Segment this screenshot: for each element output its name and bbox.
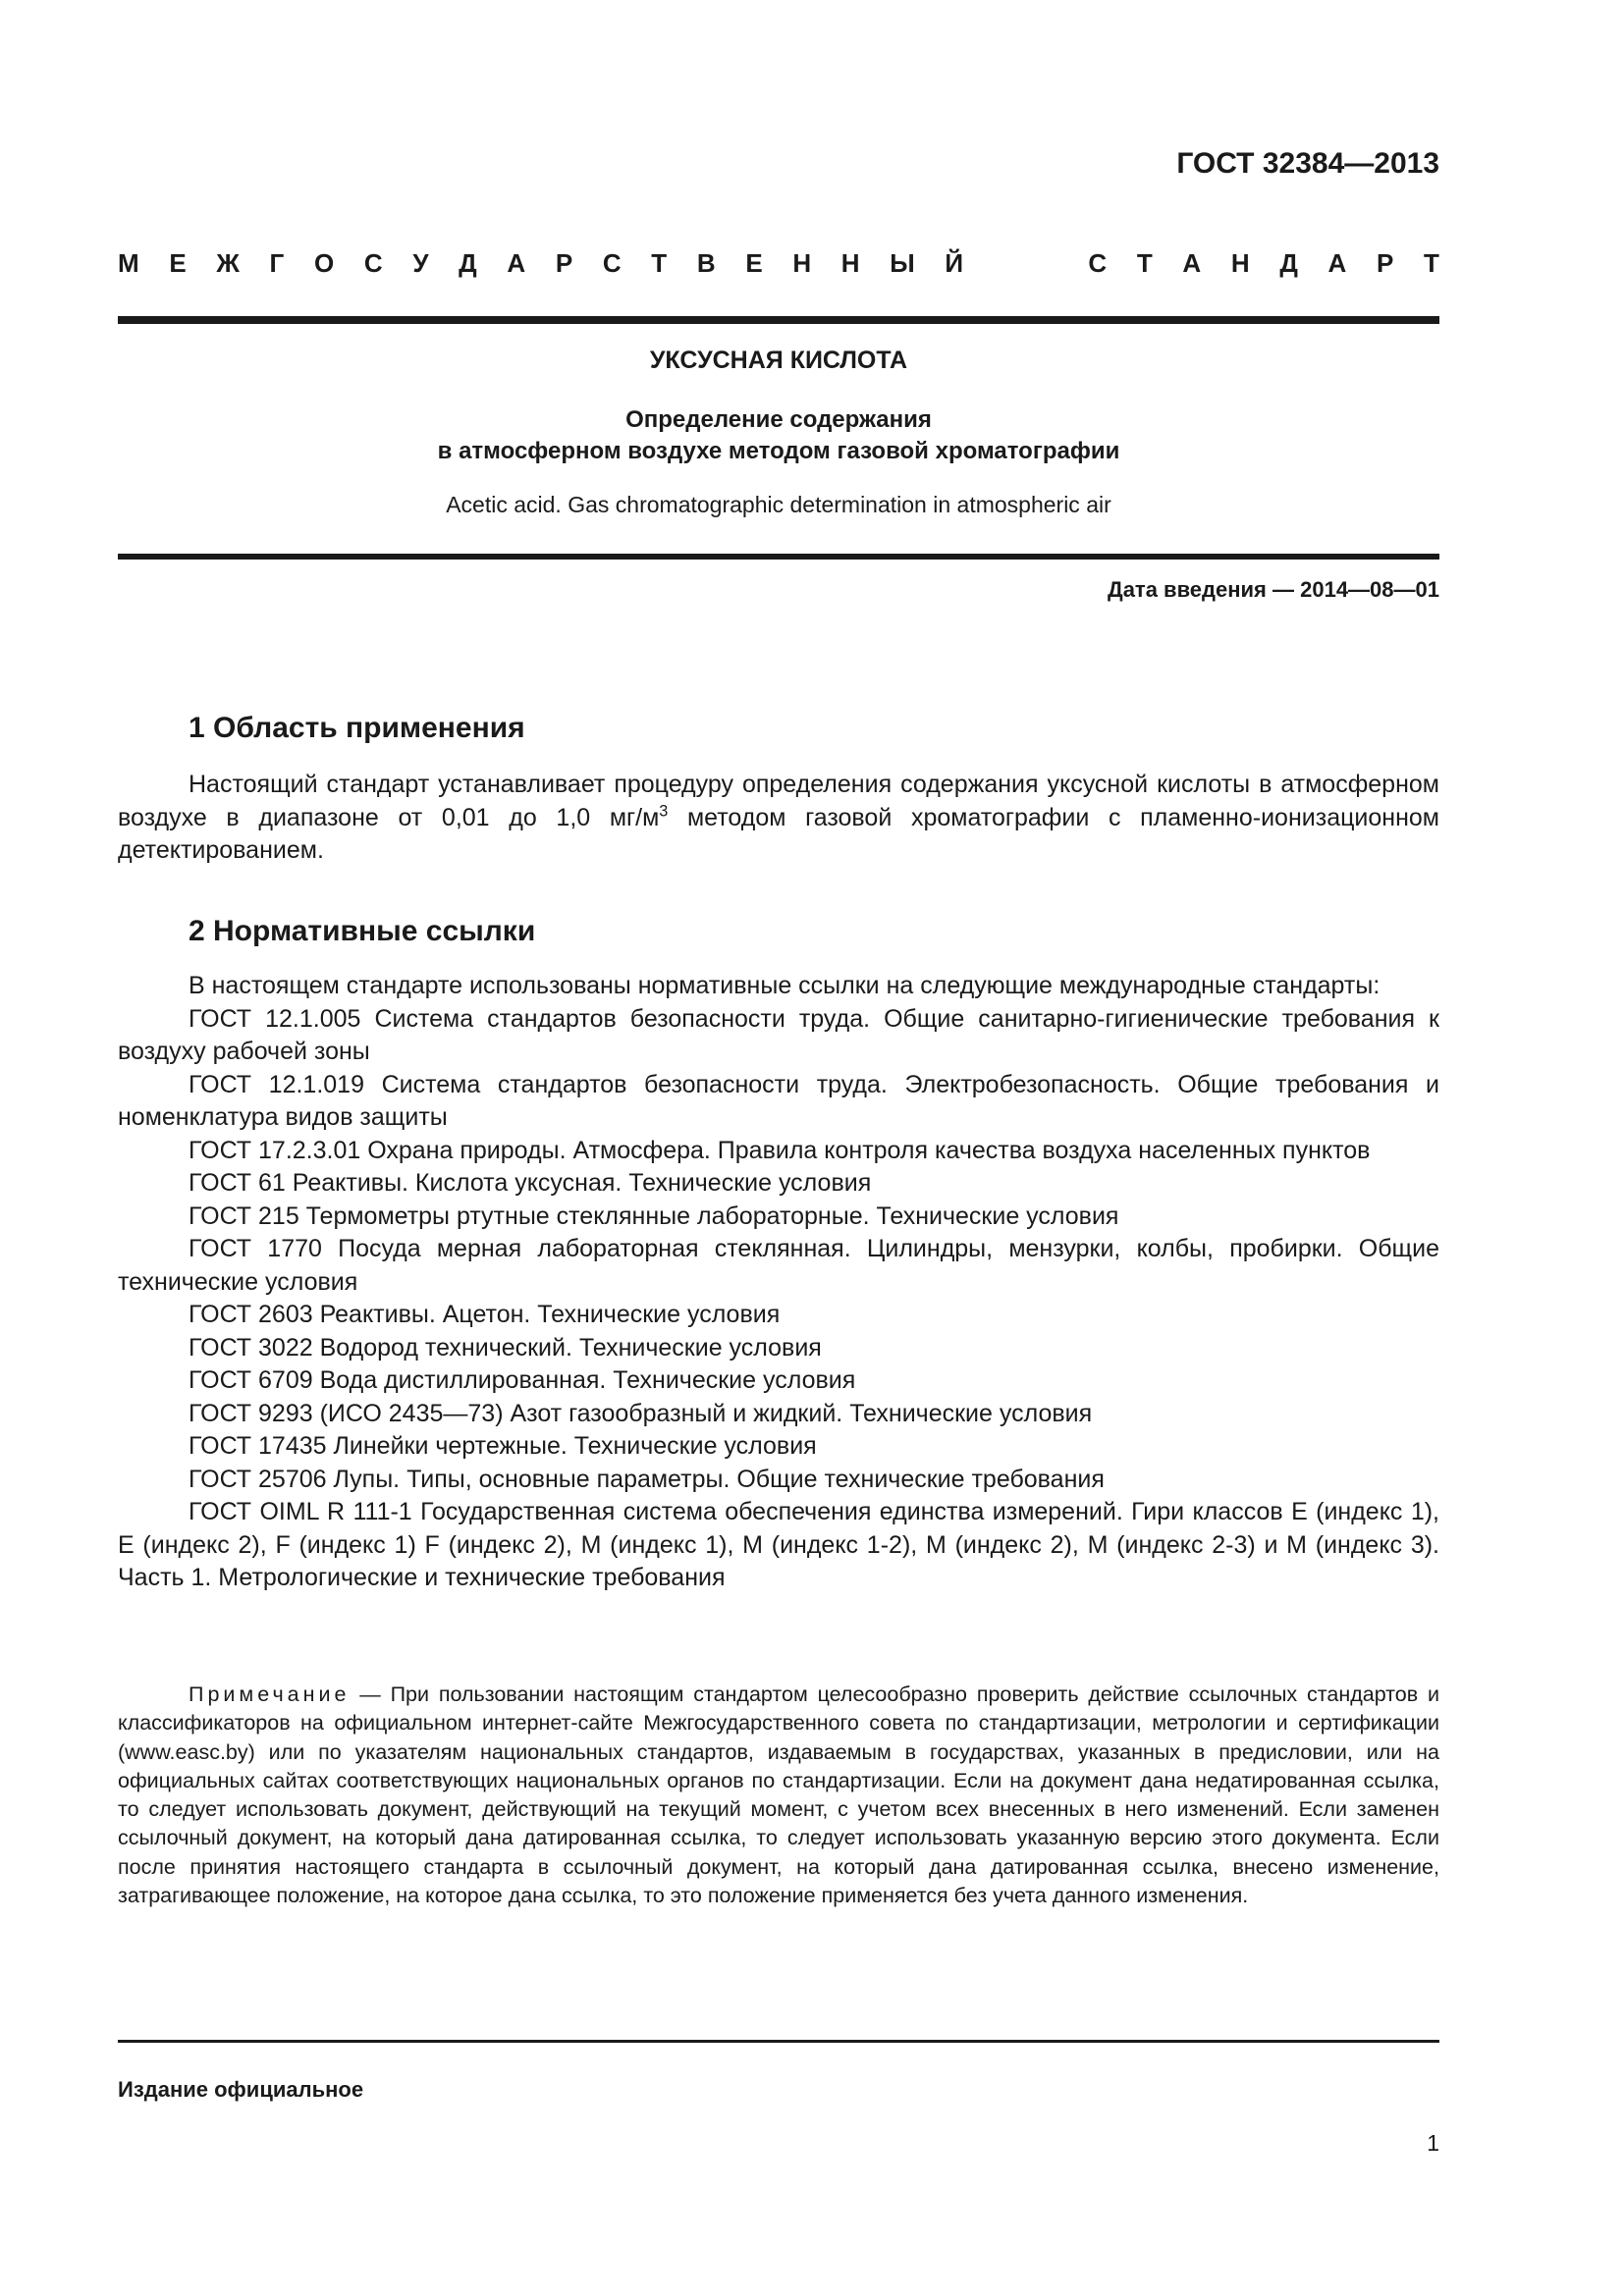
reference-item: ГОСТ 25706 Лупы. Типы, основные параметры. Общие технические требования (189, 1465, 1105, 1493)
note-text: — При пользовании настоящим стандартом целесообразно проверить действие ссылочных стандартов и классификаторов на официальном интернет-сайте Межгосударственного совета по стандартизации, метрологии и сертификации (www.easc.by) или по указателям национальных стандартов, издаваемым в государствах, указанных в предисловии, или на официальных сайтах соответствующих национальных органов по стандартизации. Если на документ дана недатированная ссылка, то следует использовать документ, действующий на текущий момент, с учетом всех внесенных в него изменений. Если заменен ссылочный документ, на который дана датированная ссылка, то следует использовать указанную версию этого документа. Если после принятия настоящего стандарта в ссылочный документ, на который дана датированная ссылка, внесено изменение, затрагивающее положение, на которое дана ссылка, то это положение применяется без учета данного изменения. (118, 1682, 1439, 1908)
banner-letter: О (313, 248, 335, 278)
reference-note (118, 1681, 1439, 1910)
reference-item: ГОСТ 12.1.019 Система стандартов безопасности труда. Электробезопасность. Общие требования и номенклатура видов защиты (118, 1070, 1439, 1131)
banner-letter: Е (745, 248, 763, 278)
banner-letter: А (1327, 248, 1347, 278)
banner-letter: С (602, 248, 622, 278)
document-page (118, 0, 1439, 2296)
official-edition-label: Издание официальное (118, 2077, 364, 2102)
title-block (118, 344, 1439, 520)
scope-paragraph (118, 769, 1439, 868)
banner-letter: Г (269, 248, 285, 278)
unit-superscript: 3 (659, 802, 669, 821)
section-heading-references: 2 Нормативные ссылки (189, 915, 536, 947)
banner-letter: Й (945, 248, 964, 278)
banner-letter: С (363, 248, 383, 278)
reference-item: ГОСТ 17435 Линейки чертежные. Технические условия (189, 1432, 817, 1460)
scope-text-continued: методом газовой хроматографии с пламенно-ионизационном детектированием. (118, 803, 1439, 864)
reference-paragraph: В настоящем стандарте использованы нормативные ссылки на следующие международные стандарты: (189, 972, 1380, 999)
reference-item: ГОСТ 215 Термометры ртутные стеклянные лабораторные. Технические условия (189, 1201, 1119, 1230)
reference-item: ГОСТ 3022 Водород технический. Технические условия (189, 1333, 822, 1362)
banner-letter: М (118, 248, 139, 278)
english-title: Acetic acid. Gas chromatographic determination in atmospheric air (446, 492, 1111, 517)
introduction-date: Дата введения — 2014—08—01 (1108, 577, 1439, 602)
banner-letter: Р (555, 248, 573, 278)
banner-letter: В (696, 248, 716, 278)
section-body-references (118, 970, 1439, 1595)
subtitle-line: в атмосферном воздухе методом газовой хроматографии (437, 438, 1120, 464)
banner-letter: Д (1279, 248, 1298, 278)
banner-letter: Т (1136, 248, 1153, 278)
reference-item: ГОСТ 17.2.3.01 Охрана природы. Атмосфера. Правила контроля качества воздуха населенных пунктов (189, 1136, 1371, 1164)
reference-item: ГОСТ 1770 Посуда мерная лабораторная стеклянная. Цилиндры, мензурки, колбы, пробирки. Общие технические условия (118, 1235, 1439, 1296)
document-title: УКСУСНАЯ КИСЛОТА (649, 347, 908, 374)
banner-letter: С (1088, 248, 1108, 278)
note-label: Примечание (189, 1682, 351, 1706)
reference-item: ГОСТ 61 Реактивы. Кислота уксусная. Технические условия (189, 1169, 872, 1197)
header-divider (118, 316, 1439, 324)
reference-item: ГОСТ 12.1.005 Система стандартов безопасности труда. Общие санитарно-гигиенические требования к воздуху рабочей зоны (118, 1004, 1439, 1065)
banner-letter: Р (1376, 248, 1394, 278)
scope-text: Настоящий стандарт устанавливает процедуру определения содержания уксусной кислоты в атмосферном воздухе в диапазоне от 0,01 до 1,0 мг/м (118, 771, 1439, 831)
banner-letter: Н (792, 248, 812, 278)
title-divider (118, 554, 1439, 560)
subtitle-line: Определение содержания (625, 406, 932, 433)
reference-item: ГОСТ OIML R 111-1 Государственная система обеспечения единства измерений. Гири классов Е (индекс 1), Е (индекс 2), F (индекс 1) F (индекс 2), М (индекс 1), М (индекс 1-2), М (индекс 2), М (индекс 2-3) и М (индекс 3). Часть 1. Метрологические и технические требования (118, 1498, 1439, 1591)
banner-letter: А (1182, 248, 1202, 278)
section-heading-scope: 1 Область применения (189, 712, 525, 744)
document-number: ГОСТ 32384—2013 (1176, 147, 1439, 180)
banner-letter: Ж (216, 248, 240, 278)
banner-letter: Е (169, 248, 187, 278)
reference-item: ГОСТ 9293 (ИСО 2435—73) Азот газообразный и жидкий. Технические условия (189, 1399, 1093, 1427)
standard-banner (118, 248, 1439, 279)
banner-letter: А (507, 248, 526, 278)
banner-letter: Ы (890, 248, 915, 278)
banner-word-gap (994, 248, 1058, 279)
banner-letter: У (412, 248, 429, 278)
banner-letter: Т (651, 248, 668, 278)
reference-item: ГОСТ 6709 Вода дистиллированная. Технические условия (189, 1366, 856, 1394)
banner-letter: Н (840, 248, 860, 278)
page-number: 1 (1427, 2130, 1439, 2156)
section-body-scope (118, 769, 1439, 868)
footer-divider (118, 2040, 1439, 2043)
reference-item: ГОСТ 2603 Реактивы. Ацетон. Технические условия (189, 1301, 781, 1328)
banner-letter: Т (1424, 248, 1439, 278)
document-subtitle (118, 404, 1439, 467)
banner-letter: Н (1230, 248, 1250, 278)
banner-letter: Д (459, 248, 477, 278)
